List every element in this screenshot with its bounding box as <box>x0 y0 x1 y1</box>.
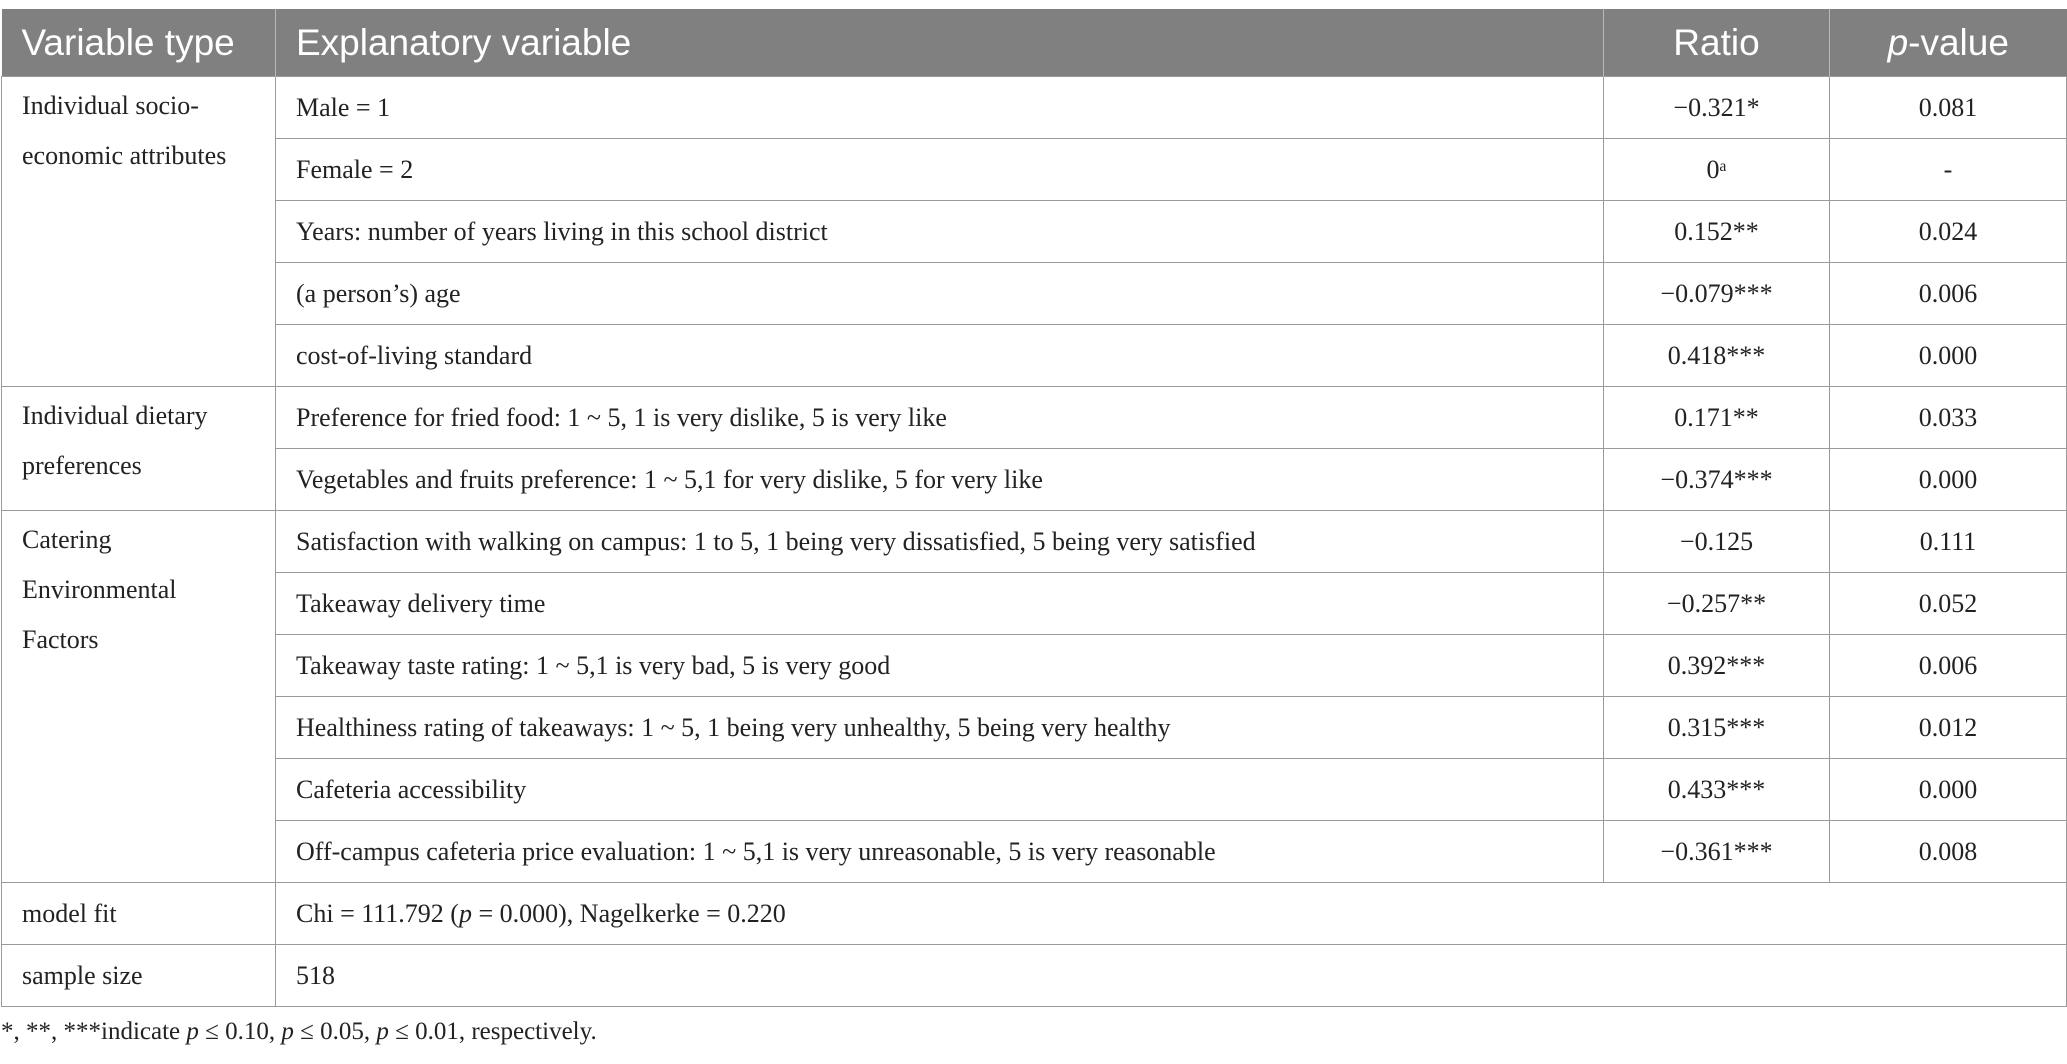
header-ratio: Ratio <box>1604 9 1830 77</box>
table-row <box>2 449 2067 511</box>
p-value-cell: - <box>1830 139 2067 201</box>
footnote-p3: p <box>376 1018 389 1045</box>
sample-size-row <box>2 945 2067 1007</box>
header-explanatory-variable: Explanatory variable <box>276 9 1604 77</box>
sample-size-label: sample size <box>2 945 276 1007</box>
variable-cell: Satisfaction with walking on campus: 1 to 5, 1 being very dissatisfied, 5 being very satisfied <box>276 511 1604 573</box>
regression-results-table <box>1 9 2067 1007</box>
p-value-cell: 0.033 <box>1830 387 2067 449</box>
header-p-italic: p <box>1887 21 1909 63</box>
variable-cell: Preference for fried food: 1 ~ 5, 1 is very dislike, 5 is very like <box>276 387 1604 449</box>
variable-cell: Years: number of years living in this school district <box>276 201 1604 263</box>
variable-cell: Female = 2 <box>276 139 1604 201</box>
ratio-cell: 0.418*** <box>1604 325 1830 387</box>
ratio-cell: −0.321* <box>1604 77 1830 139</box>
ratio-cell: 0.171** <box>1604 387 1830 449</box>
table-row <box>2 77 2067 139</box>
variable-cell: Male = 1 <box>276 77 1604 139</box>
variable-cell: Takeaway delivery time <box>276 573 1604 635</box>
footnote-stars: *, **, ***indicate <box>1 1018 187 1045</box>
header-p-suffix: -value <box>1908 21 2009 63</box>
p-value-cell: 0.000 <box>1830 325 2067 387</box>
table-body <box>2 77 2067 1007</box>
table-header <box>2 9 2067 77</box>
variable-cell: Healthiness rating of takeaways: 1 ~ 5, 1 being very unhealthy, 5 being very healthy <box>276 697 1604 759</box>
p-value-cell: 0.012 <box>1830 697 2067 759</box>
ratio-cell: −0.361*** <box>1604 821 1830 883</box>
table-row <box>2 697 2067 759</box>
table-row <box>2 139 2067 201</box>
variable-cell: (a person’s) age <box>276 263 1604 325</box>
ratio-cell: 0ᵃ <box>1604 139 1830 201</box>
p-value-cell: 0.081 <box>1830 77 2067 139</box>
ratio-cell: −0.125 <box>1604 511 1830 573</box>
p-value-cell: 0.024 <box>1830 201 2067 263</box>
ratio-cell: 0.392*** <box>1604 635 1830 697</box>
header-row <box>2 9 2067 77</box>
sample-size-value: 518 <box>276 945 2067 1007</box>
variable-cell: Off-campus cafeteria price evaluation: 1 ~ 5,1 is very unreasonable, 5 is very reasonable <box>276 821 1604 883</box>
table-row <box>2 511 2067 573</box>
ratio-cell: −0.257** <box>1604 573 1830 635</box>
ratio-cell: −0.374*** <box>1604 449 1830 511</box>
results-table-container <box>0 9 2067 1007</box>
table-row <box>2 325 2067 387</box>
group-label-socio-economic: Individual socio-economic attributes <box>2 77 276 387</box>
footnote-p2: p <box>281 1018 294 1045</box>
header-variable-type: Variable type <box>2 9 276 77</box>
table-row <box>2 635 2067 697</box>
group-label-catering-environment: Catering Environmental Factors <box>2 511 276 883</box>
header-p-value <box>1830 9 2067 77</box>
p-value-cell: 0.006 <box>1830 635 2067 697</box>
ratio-cell: −0.079*** <box>1604 263 1830 325</box>
ratio-cell: 0.152** <box>1604 201 1830 263</box>
variable-cell: Takeaway taste rating: 1 ~ 5,1 is very bad, 5 is very good <box>276 635 1604 697</box>
table-row <box>2 759 2067 821</box>
variable-cell: Cafeteria accessibility <box>276 759 1604 821</box>
variable-cell: cost-of-living standard <box>276 325 1604 387</box>
table-row <box>2 263 2067 325</box>
model-fit-value-pre: Chi = 111.792 ( <box>296 898 459 928</box>
p-value-cell: 0.006 <box>1830 263 2067 325</box>
model-fit-p: p <box>458 898 472 928</box>
p-value-cell: 0.111 <box>1830 511 2067 573</box>
table-row <box>2 201 2067 263</box>
significance-footnote <box>1 1018 597 1046</box>
table-row <box>2 821 2067 883</box>
footnote-t2: ≤ 0.05, <box>293 1018 377 1045</box>
footnote-p1: p <box>186 1018 199 1045</box>
p-value-cell: 0.052 <box>1830 573 2067 635</box>
model-fit-value-post: = 0.000), Nagelkerke = 0.220 <box>471 898 786 928</box>
model-fit-row <box>2 883 2067 945</box>
group-label-dietary-preferences: Individual dietary preferences <box>2 387 276 511</box>
ratio-cell: 0.433*** <box>1604 759 1830 821</box>
footnote-t1: ≤ 0.10, <box>198 1018 282 1045</box>
table-row <box>2 387 2067 449</box>
variable-cell: Vegetables and fruits preference: 1 ~ 5,1 for very dislike, 5 for very like <box>276 449 1604 511</box>
table-row <box>2 573 2067 635</box>
p-value-cell: 0.000 <box>1830 759 2067 821</box>
ratio-cell: 0.315*** <box>1604 697 1830 759</box>
p-value-cell: 0.000 <box>1830 449 2067 511</box>
p-value-cell: 0.008 <box>1830 821 2067 883</box>
model-fit-value <box>276 883 2067 945</box>
model-fit-label: model fit <box>2 883 276 945</box>
footnote-t3: ≤ 0.01, respectively. <box>388 1018 597 1045</box>
